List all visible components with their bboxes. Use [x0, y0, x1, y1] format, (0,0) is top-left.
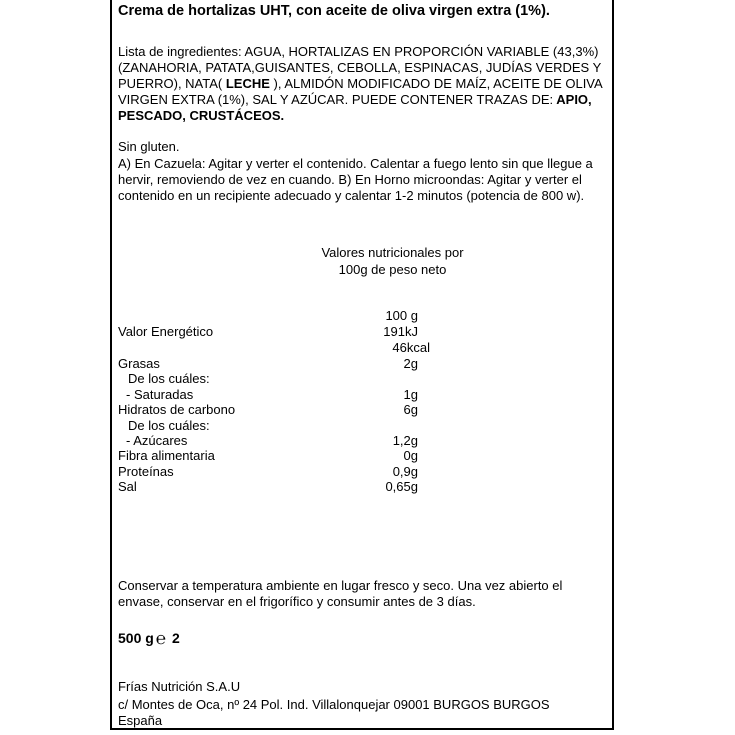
address-country: España [118, 713, 163, 728]
nutrition-label: Fibra alimentaria [118, 448, 215, 463]
nutrition-value: 1,2g [392, 433, 418, 448]
nutrition-value: 0g [403, 448, 418, 463]
nutrition-label: - Saturadas [126, 387, 194, 402]
nutrition-row-fibre [118, 448, 418, 464]
nutrition-row-protein [118, 464, 418, 480]
nutrition-header [300, 244, 485, 278]
nutrition-header-line2: 100g de peso neto [338, 262, 447, 277]
nutrition-label: - Azúcares [126, 433, 188, 448]
nutrition-row-saturated [118, 387, 418, 403]
preparation-instructions: A) En Cazuela: Agitar y verter el contenido. Calentar a fuego lento sin que llegue a hervir, removiendo de vez en cuando. B) En Horno microondas: Agitar y verter el contenido en un recipiente adecuado y calentar 1-2 minutos (potencia de 800 w). [118, 156, 593, 203]
product-title: Crema de hortalizas UHT, con aceite de oliva virgen extra (1%). [118, 3, 550, 19]
nutrition-label: Hidratos de carbono [118, 402, 236, 417]
nutrition-row-fat [118, 356, 418, 372]
nutrition-value: 1g [403, 387, 418, 402]
nutrition-label: Sal [118, 479, 137, 494]
company-name: Frías Nutrición S.A.U [118, 679, 241, 694]
address-line: c/ Montes de Oca, nº 24 Pol. Ind. Villalonquejar 09001 BURGOS BURGOS [118, 697, 550, 712]
net-weight-count: 2 [172, 630, 180, 646]
nutrition-label: Valor Energético [118, 324, 214, 339]
net-weight [118, 629, 180, 648]
nutrition-value: 0,65g [385, 479, 418, 494]
ingredients-text-start: Lista de ingredientes: AGUA, HORTALIZAS EN PROPORCIÓN VARIABLE (43,3%) (ZANAHORIA, PATATA,GUISANTES, CEBOLLA, ESPINACAS, JUDÍAS VERDES Y PUERRO), NATA( [118, 44, 602, 91]
company-address [118, 697, 608, 729]
nutrition-value: 46kcal [392, 340, 430, 355]
nutrition-row-energy-kcal [118, 340, 430, 356]
allergen-traces: APIO, PESCADO, CRUSTÁCEOS. [118, 92, 592, 123]
storage-instructions: Conservar a temperatura ambiente en lugar fresco y seco. Una vez abierto el envase, conservar en el frigorífico y consumir antes de 3 días. [118, 578, 563, 609]
nutrition-label: De los cuáles: [128, 418, 210, 433]
ingredients-list [118, 44, 608, 124]
nutrition-value: 0,9g [392, 464, 418, 479]
gluten-statement: Sin gluten. [118, 139, 180, 154]
nutrition-label: Grasas [118, 356, 160, 371]
nutrition-label: De los cuáles: [128, 371, 210, 386]
nutrition-value: 6g [403, 402, 418, 417]
nutrition-row-carbohydrates [118, 402, 418, 418]
nutrition-row-sugars [118, 433, 418, 449]
nutrition-row-fat-subheading [118, 371, 418, 387]
nutrition-value: 191kJ [383, 324, 418, 339]
net-weight-amount: 500 g [118, 630, 154, 646]
nutrition-value: 2g [403, 356, 418, 371]
nutrition-column-header: 100 g [385, 308, 418, 323]
allergen-milk: LECHE [222, 76, 274, 91]
nutrition-row-carbs-subheading [118, 418, 418, 434]
nutrition-header-line1: Valores nutricionales por [321, 245, 464, 260]
estimated-sign-icon: ℮ [155, 629, 167, 648]
nutrition-label: Proteínas [118, 464, 174, 479]
nutrition-row-salt [118, 479, 418, 495]
ingredients-text-middle: ), ALMIDÓN MODIFICADO DE MAÍZ, ACEITE DE OLIVA VIRGEN EXTRA (1%), SAL Y AZÚCAR. PUEDE CONTENER TRAZAS DE: [118, 76, 602, 107]
nutrition-row-energy-kj [118, 324, 418, 340]
